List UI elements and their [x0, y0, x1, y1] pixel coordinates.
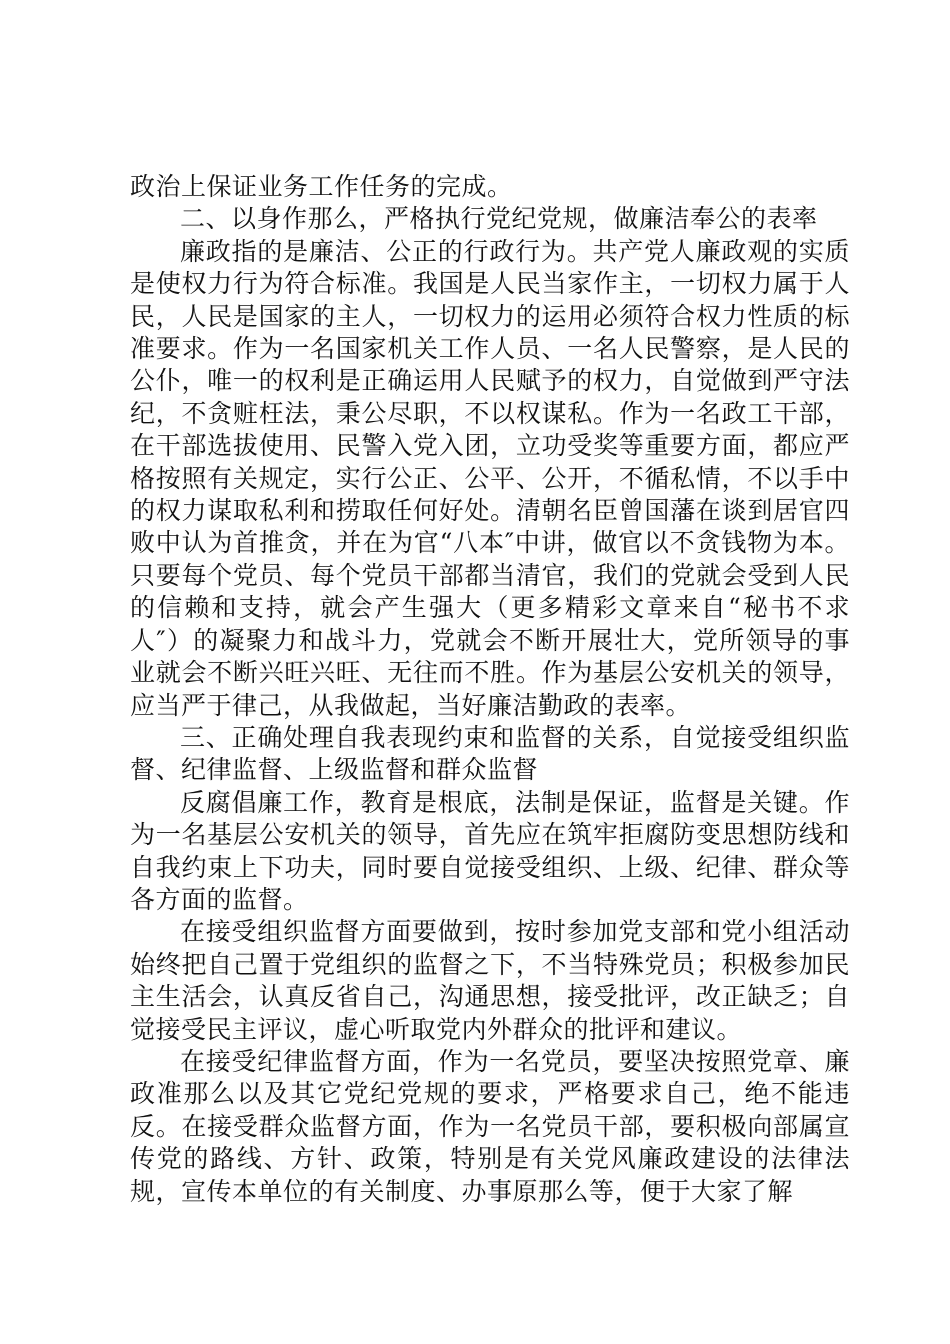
paragraph-organization-supervision: 在接受组织监督方面要做到，按时参加党支部和党小组活动始终把自己置于党组织的监督之下，不当特殊党员；积极参加民主生活会，认真反省自己，沟通思想，接受批评，改正缺乏；自觉接受民主评议，虚心听取党内外群众的批评和建议。: [130, 917, 850, 1044]
section-heading-3: 三、正确处理自我表现约束和监督的关系，自觉接受组织监督、纪律监督、上级监督和群众监督: [130, 722, 850, 785]
section-heading-2: 二、以身作那么，严格执行党纪党规，做廉洁奉公的表率: [180, 204, 818, 234]
paragraph-continuation: 政治上保证业务工作任务的完成。: [130, 172, 513, 201]
paragraph-supervision-intro: 反腐倡廉工作，教育是根底，法制是保证，监督是关键。作为一名基层公安机关的领导，首先应在筑牢拒腐防变思想防线和自我约束上下功夫，同时要自觉接受组织、上级、纪律、群众等各方面的监督。: [130, 787, 850, 914]
paragraph-integrity: 廉政指的是廉洁、公正的行政行为。共产党人廉政观的实质是使权力行为符合标准。我国是人民当家作主，一切权力属于人民，人民是国家的主人，一切权力的运用必须符合权力性质的标准要求。作为一名国家机关工作人员、一名人民警察，是人民的公仆，唯一的权利是正确运用人民赋予的权力，自觉做到严守法纪，不贪赃枉法，秉公尽职，不以权谋私。作为一名政工干部，在干部选拔使用、民警入党入团，立功受奖等重要方面，都应严格按照有关规定，实行公正、公平、公开，不循私情，不以手中的权力谋取私利和捞取任何好处。清朝名臣曾国藩在谈到居官四败中认为首推贪，并在为官“八本″中讲，做官以不贪钱物为本。只要每个党员、每个党员干部都当清官，我们的党就会受到人民的信赖和支持，就会产生强大（更多精彩文章来自“秘书不求人″）的凝聚力和战斗力，党就会不断开展壮大，党所领导的事业就会不断兴旺兴旺、无往而不胜。作为基层公安机关的领导，应当严于律己，从我做起，当好廉洁勤政的表率。: [130, 236, 850, 720]
paragraph-discipline-supervision: 在接受纪律监督方面，作为一名党员，要坚决按照党章、廉政准那么以及其它党纪党规的要求，严格要求自己，绝不能违反。在接受群众监督方面，作为一名党员干部，要积极向部属宣传党的路线、方针、政策，特别是有关党风廉政建设的法律法规，宣传本单位的有关制度、办事原那么等，便于大家了解: [130, 1046, 850, 1206]
document-page: [130, 171, 850, 1208]
